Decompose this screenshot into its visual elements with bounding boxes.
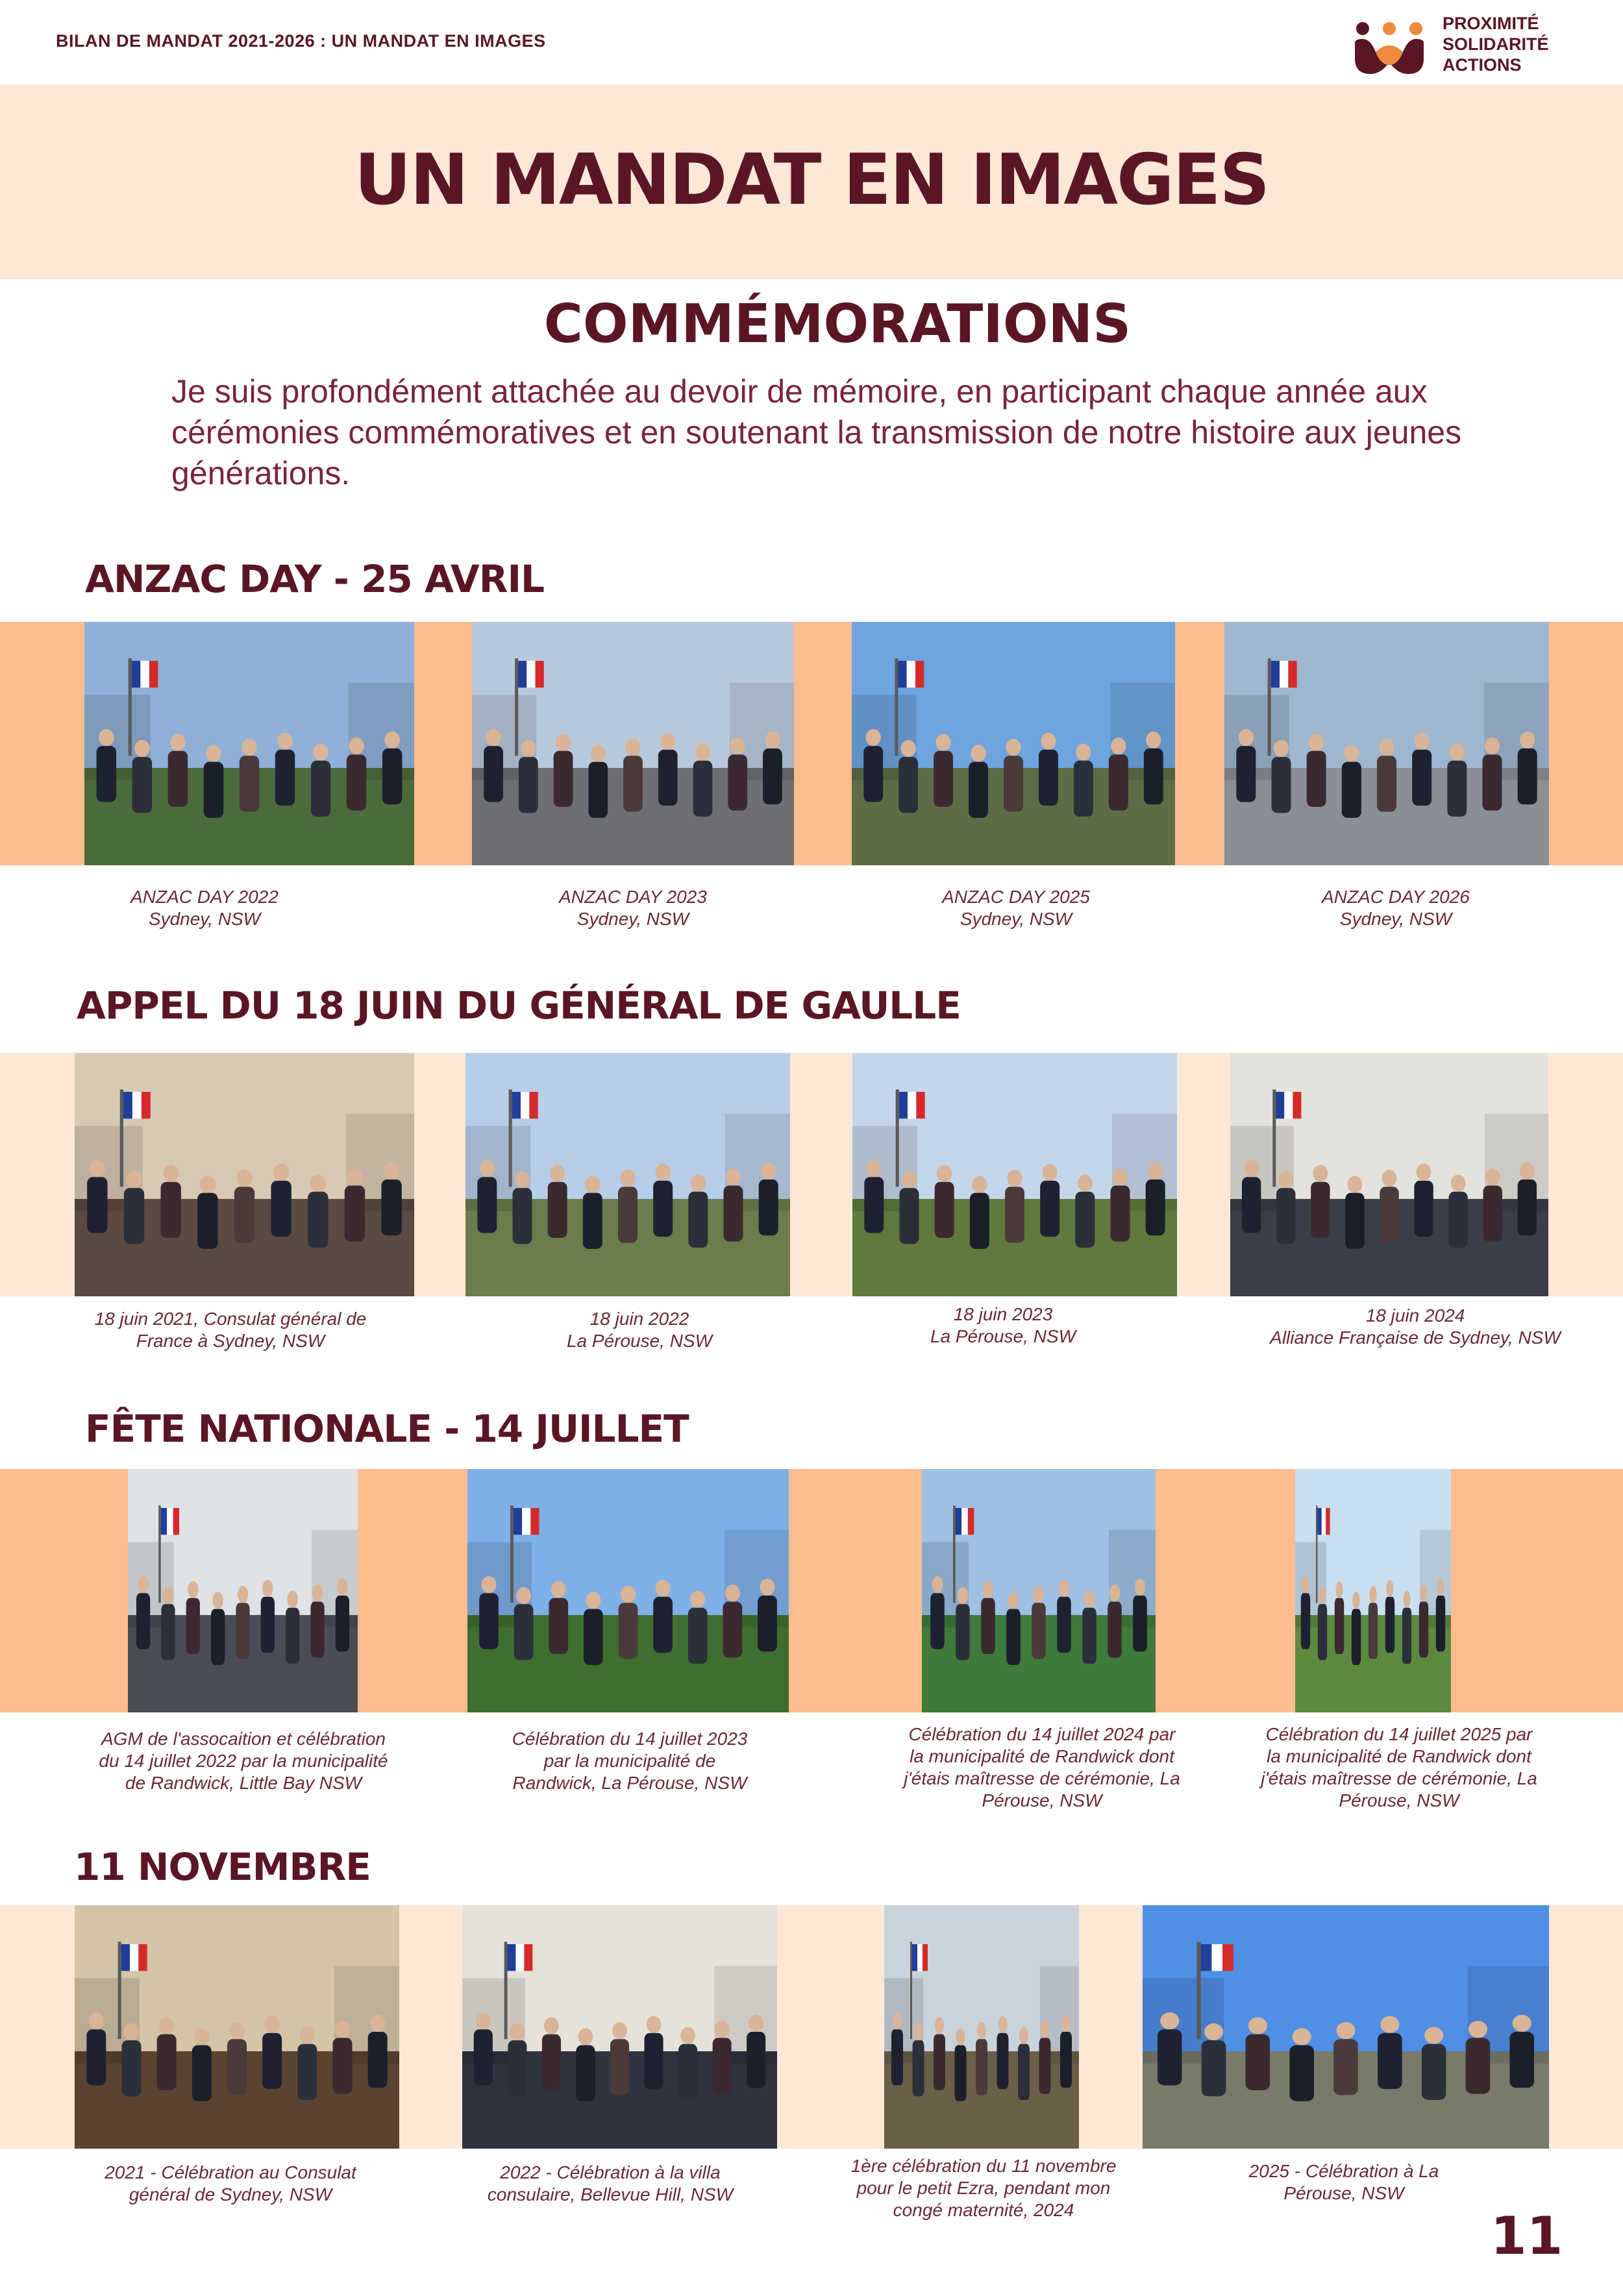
caption-line: du 14 juillet 2022 par la municipalité bbox=[99, 1751, 388, 1771]
caption-line: 2025 - Célébration à La bbox=[1248, 2161, 1439, 2181]
caption-14-juillet-4 bbox=[1237, 1723, 1561, 1812]
page-title: UN MANDAT EN IMAGES bbox=[354, 140, 1269, 221]
photo-18-juin-2 bbox=[465, 1053, 790, 1296]
caption-line: Randwick, La Pérouse, NSW bbox=[512, 1773, 747, 1793]
caption-line: 18 juin 2023 bbox=[953, 1304, 1053, 1324]
photo-anzac-3 bbox=[852, 622, 1175, 865]
photo-18-juin-3 bbox=[852, 1053, 1177, 1296]
photo-11-novembre-3 bbox=[884, 1905, 1079, 2149]
logo bbox=[1354, 13, 1568, 75]
people-logo-icon bbox=[1354, 19, 1425, 78]
caption-line: ANZAC DAY 2026 bbox=[1322, 887, 1470, 907]
section-title-14-juillet: FÊTE NATIONALE - 14 JUILLET bbox=[85, 1407, 689, 1451]
photo-14-juillet-1 bbox=[128, 1469, 358, 1712]
caption-line: ANZAC DAY 2022 bbox=[130, 887, 279, 907]
caption-line: Pérouse, NSW bbox=[982, 1790, 1102, 1810]
logo-text bbox=[1443, 13, 1549, 75]
caption-line: j'étais maîtresse de cérémonie, La bbox=[904, 1768, 1180, 1788]
photo-14-juillet-3 bbox=[922, 1469, 1156, 1712]
caption-line: La Pérouse, NSW bbox=[566, 1331, 713, 1351]
intro-paragraph: Je suis profondément attachée au devoir de mémoire, en participant chaque année aux cérémonies commémoratives et en soutenant la transmission de notre histoire aux jeunes générations. bbox=[171, 373, 1462, 491]
photo-anzac-4 bbox=[1224, 622, 1549, 865]
photo-11-novembre-2 bbox=[462, 1905, 777, 2149]
caption-line: 18 juin 2024 bbox=[1365, 1305, 1465, 1326]
photo-anzac-2 bbox=[472, 622, 794, 865]
caption-line: 1ère célébration du 11 novembre bbox=[850, 2156, 1117, 2176]
caption-line: Célébration du 14 juillet 2024 par bbox=[908, 1724, 1176, 1744]
caption-18-juin-3 bbox=[873, 1303, 1133, 1348]
caption-line: 18 juin 2022 bbox=[589, 1309, 689, 1329]
caption-line: Sydney, NSW bbox=[960, 909, 1072, 929]
caption-line: 18 juin 2021, Consulat général de bbox=[94, 1309, 367, 1329]
caption-line: la municipalité de Randwick dont bbox=[1267, 1746, 1531, 1766]
caption-line: AGM de l'assocaition et célébration bbox=[101, 1729, 386, 1749]
logo-line-3: ACTIONS bbox=[1443, 55, 1522, 75]
caption-anzac-4 bbox=[1266, 886, 1526, 930]
section-title-anzac: ANZAC DAY - 25 AVRIL bbox=[85, 557, 545, 601]
caption-line: La Pérouse, NSW bbox=[930, 1326, 1076, 1346]
caption-14-juillet-2 bbox=[497, 1728, 763, 1794]
caption-line: Célébration du 14 juillet 2025 par bbox=[1265, 1724, 1533, 1744]
photo-11-novembre-4 bbox=[1143, 1905, 1549, 2149]
photo-anzac-1 bbox=[84, 622, 414, 865]
logo-line-1: PROXIMITÉ bbox=[1443, 14, 1539, 33]
caption-11-novembre-4 bbox=[1214, 2160, 1474, 2204]
caption-line: j'étais maîtresse de cérémonie, La bbox=[1261, 1768, 1537, 1788]
photo-18-juin-1 bbox=[75, 1053, 414, 1296]
caption-line: Sydney, NSW bbox=[148, 909, 261, 929]
section-title-11-novembre: 11 NOVEMBRE bbox=[74, 1845, 371, 1889]
caption-line: général de Sydney, NSW bbox=[129, 2184, 332, 2204]
header-kicker: BILAN DE MANDAT 2021-2026 : UN MANDAT EN IMAGES bbox=[56, 31, 546, 51]
caption-11-novembre-1 bbox=[75, 2162, 386, 2206]
caption-line: Pérouse, NSW bbox=[1339, 1790, 1459, 1810]
photo-18-juin-4 bbox=[1230, 1053, 1548, 1296]
caption-line: consulaire, Bellevue Hill, NSW bbox=[487, 2184, 734, 2204]
photo-14-juillet-4 bbox=[1295, 1469, 1451, 1712]
caption-line: France à Sydney, NSW bbox=[136, 1331, 325, 1351]
photo-11-novembre-1 bbox=[75, 1905, 399, 2149]
caption-line: Célébration du 14 juillet 2023 bbox=[512, 1729, 748, 1749]
caption-18-juin-1 bbox=[75, 1308, 386, 1352]
section-subtitle: COMMÉMORATIONS bbox=[543, 293, 1132, 355]
caption-anzac-1 bbox=[75, 886, 334, 930]
caption-line: ANZAC DAY 2023 bbox=[559, 887, 707, 907]
photo-14-juillet-2 bbox=[467, 1469, 789, 1712]
caption-line: par la municipalité de bbox=[543, 1751, 716, 1771]
caption-line: la municipalité de Randwick dont bbox=[910, 1746, 1174, 1766]
caption-14-juillet-3 bbox=[880, 1723, 1204, 1812]
caption-line: 2022 - Célébration à la villa bbox=[500, 2162, 721, 2182]
caption-anzac-3 bbox=[886, 886, 1146, 930]
caption-line: ANZAC DAY 2025 bbox=[942, 887, 1090, 907]
caption-11-novembre-2 bbox=[454, 2162, 766, 2206]
caption-line: de Randwick, Little Bay NSW bbox=[125, 1773, 362, 1793]
caption-18-juin-4 bbox=[1240, 1305, 1591, 1349]
caption-18-juin-2 bbox=[510, 1308, 769, 1352]
caption-14-juillet-1 bbox=[78, 1728, 409, 1794]
caption-line: Alliance Française de Sydney, NSW bbox=[1270, 1327, 1561, 1348]
page-number: 11 bbox=[1491, 2206, 1563, 2266]
caption-anzac-2 bbox=[503, 886, 763, 930]
caption-line: Sydney, NSW bbox=[1339, 909, 1452, 929]
caption-line: pour le petit Ezra, pendant mon bbox=[856, 2178, 1111, 2198]
logo-line-2: SOLIDARITÉ bbox=[1443, 34, 1549, 54]
section-title-18-juin: APPEL DU 18 JUIN DU GÉNÉRAL DE GAULLE bbox=[77, 983, 961, 1028]
caption-line: Sydney, NSW bbox=[576, 909, 689, 929]
caption-line: 2021 - Célébration au Consulat bbox=[105, 2162, 356, 2182]
caption-11-novembre-3 bbox=[834, 2155, 1133, 2221]
caption-line: Pérouse, NSW bbox=[1283, 2183, 1404, 2203]
caption-line: congé maternité, 2024 bbox=[893, 2200, 1074, 2220]
